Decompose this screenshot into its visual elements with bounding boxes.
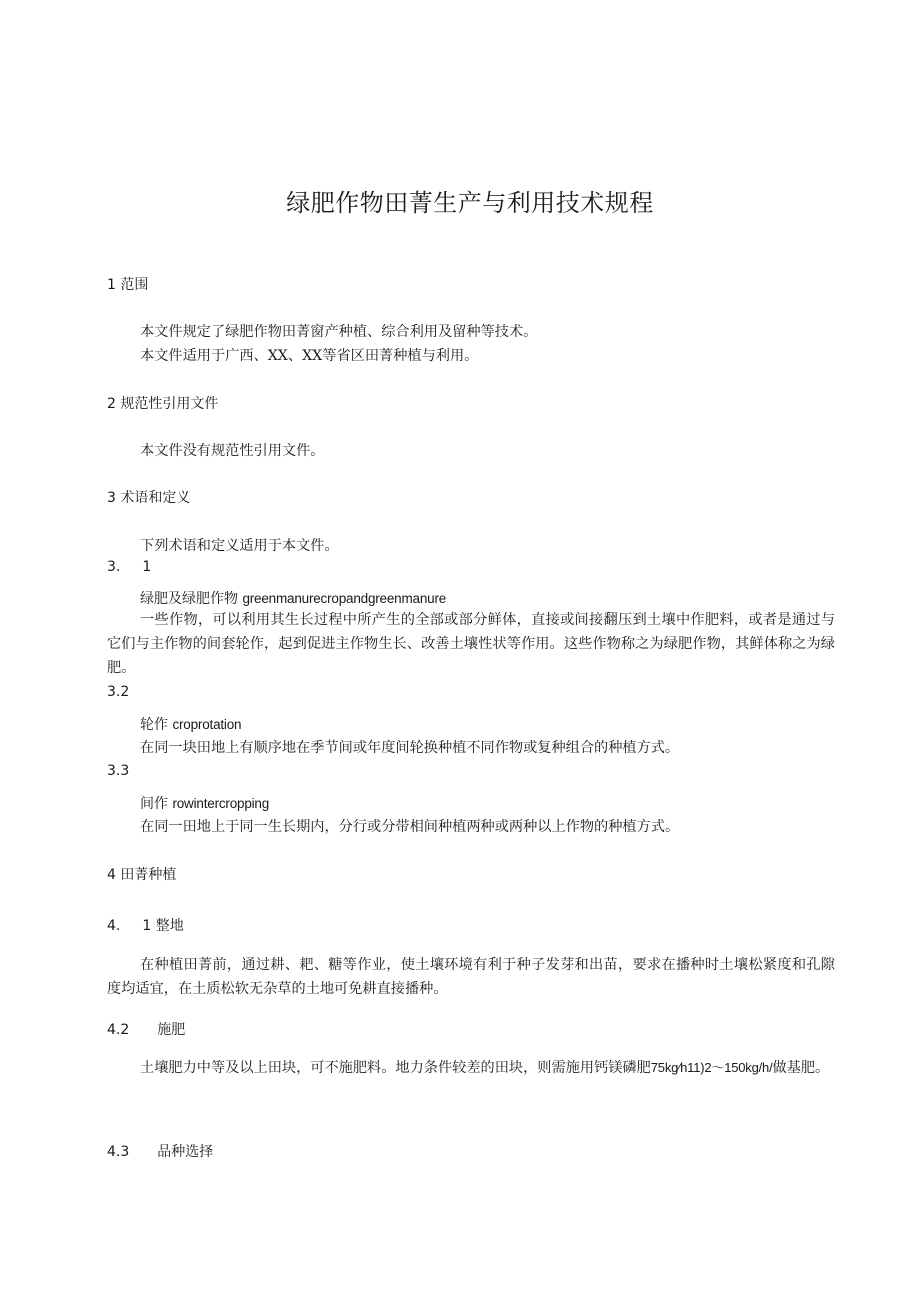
subsection-4-2-para: [107, 1056, 835, 1080]
term-3-1-en: greenmanurecropandgreenmanure: [242, 591, 447, 606]
subsection-4-1-heading: [107, 915, 184, 935]
term-3-2-definition: 在同一块田地上有顺序地在季节间或年度间轮换种植不同作物或复种组合的种植方式。: [140, 740, 680, 756]
section-3-intro: 下列术语和定义适用于本文件。: [140, 538, 339, 554]
subsection-4-2-para-end: 做基肥。: [772, 1060, 830, 1076]
term-3-1-label: [140, 588, 446, 608]
subsection-4-2-title: 施肥: [157, 1022, 186, 1038]
term-3-1-zh: 绿肥及绿肥作物: [140, 591, 238, 607]
term-3-3-label: [140, 793, 269, 813]
section-1-heading: 1 范围: [107, 277, 149, 293]
subsection-4-2-para-text: 土壤肥力中等及以上田块，可不施肥料。地力条件较差的田块，则需施用钙镁磷肥: [140, 1060, 651, 1076]
term-3-2-zh: 轮作: [140, 717, 168, 733]
section-2-heading: 2 规范性引用文件: [107, 396, 219, 412]
term-3-3-zh: 间作: [140, 796, 168, 812]
term-3-1-definition: 一些作物，可以利用其生长过程中所产生的全部或部分鲜体，直接或间接翻压到土壤中作肥料，或者是通过与它们与主作物的间套轮作，起到促进主作物生长、改善土壤性状等作用。这些作物称之为绿肥作物，其鲜体称之为绿肥。: [107, 612, 835, 676]
subsection-4-2-heading: [107, 1019, 185, 1039]
subsection-4-3-heading: [107, 1141, 213, 1161]
document-title: 绿肥作物田菁生产与利用技术规程: [286, 189, 654, 217]
term-3-2-number: 3.2: [107, 684, 130, 700]
term-3-1-sub: 1: [142, 559, 152, 575]
term-3-3-definition: 在同一田地上于同一生长期内，分行或分带相间种植两种或两种以上作物的种植方式。: [140, 819, 680, 835]
subsection-4-3-title: 品种选择: [157, 1144, 214, 1160]
subsection-4-3-num: 4.3: [107, 1144, 130, 1160]
term-3-2-label: [140, 714, 241, 734]
term-3-3-number: 3.3: [107, 763, 130, 779]
section-3-heading: 3 术语和定义: [107, 490, 191, 506]
section-1-para-1: 本文件规定了绿肥作物田菁窗产种植、综合利用及留种等技术。: [140, 324, 538, 340]
section-2-para-1: 本文件没有规范性引用文件。: [140, 443, 325, 459]
section-1-para-2: 本文件适用于广西、XX、XX等省区田菁种植与利用。: [140, 348, 479, 364]
term-3-3-en: rowintercropping: [172, 796, 270, 811]
term-3-1-num: 3.: [107, 559, 121, 575]
subsection-4-1-para: 在种植田菁前，通过耕、耙、糖等作业，使土壤环境有利于种子发芽和出苗，要求在播种时土壤松紧度和孔隙度均适宜，在土质松软无杂草的土地可免耕直接播种。: [107, 957, 835, 997]
term-3-2-en: croprotation: [172, 717, 242, 732]
term-3-1-number: [107, 559, 151, 575]
subsection-4-1-num: 4.: [107, 918, 121, 934]
subsection-4-2-num: 4.2: [107, 1022, 130, 1038]
subsection-4-1-title: 1 整地: [142, 918, 184, 934]
subsection-4-2-para-amount: 75kg∕h11)2～150kg/h/: [650, 1060, 773, 1075]
section-4-heading: 4 田菁种植: [107, 867, 177, 883]
